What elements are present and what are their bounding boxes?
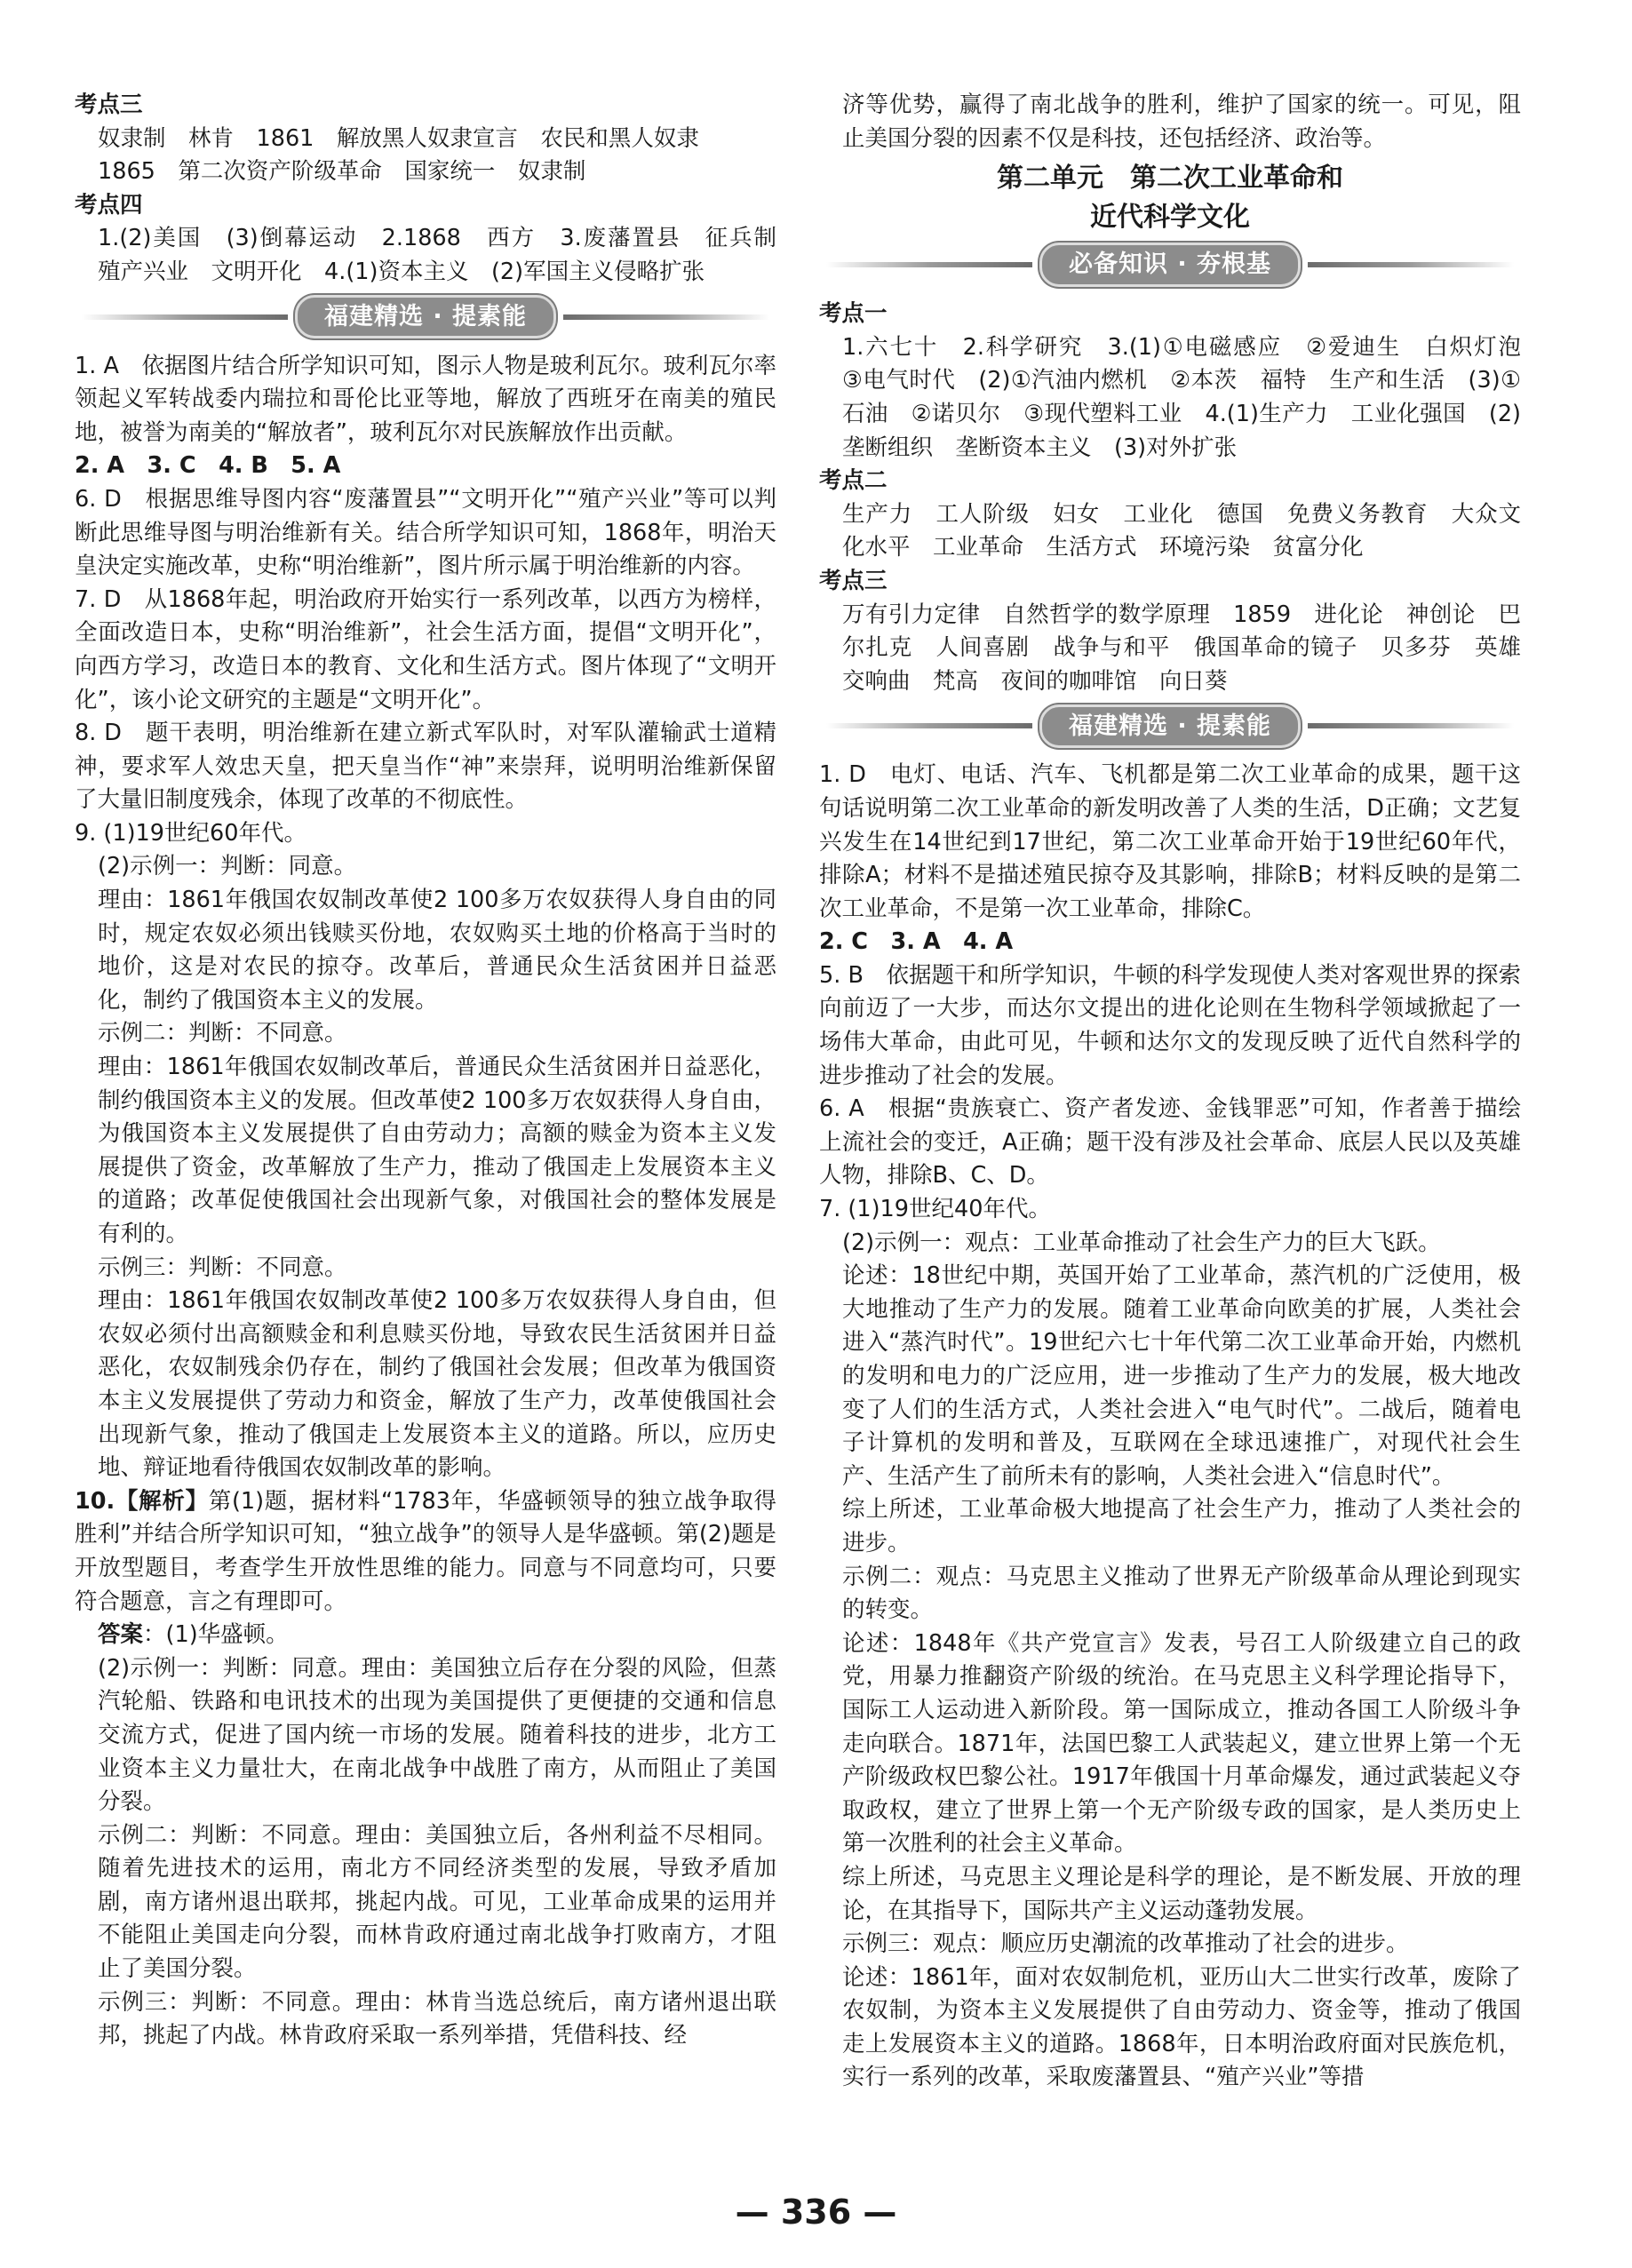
answer-q9-reason3: 理由：1861年俄国农奴制改革使2 100多万农奴获得人身自由，但农奴必须付出高额赎金和利息赎买份地，导致农民生活贫困并日益恶化，农奴制残余仍存在，制约了俄国社会发展；但改革为俄国资本主义发展提供了劳动力和资金，解放了生产力，改革使俄国社会出现新气象，推动了俄国走上发展资本主义的道路。所以，应历史地、辩证地看待俄国农奴制改革的影响。 <box>98 1287 776 1482</box>
answer-q1: 1. D 电灯、电话、汽车、飞机都是第二次工业革命的成果，题干这句话说明第二次工业革命的新发明改善了人类的生活，D正确；文艺复兴发生在14世纪到17世纪，第二次工业革命开始于19世纪60年代，排除A；材料不是描述殖民掠夺及其影响，排除B；材料反映的是第二次工业革命，不是第一次工业革命，排除C。 <box>819 761 1521 922</box>
kp3-title: 考点三 <box>819 567 888 594</box>
answer-q6: 6. D 根据思维导图内容“废藩置县”“文明开化”“殖产兴业”等可以判断此思维导图与明治维新有关。结合所学知识可知，1868年，明治天皇決定实施改革，史称“明治维新”，图片所示属于明治维新的内容。 <box>75 485 776 580</box>
answer-q7-reason2: 论述：1848年《共产党宣言》发表，号召工人阶级建立自己的政党，用暴力推翻资产阶级的统治。在马克思主义科学理论指导下，国际工人运动进入新阶段。第一国际成立，推动各国工人阶级斗争走向联合。1871年，法国巴黎工人武装起义，建立世界上第一个无产阶级政权巴黎公社。1917年俄国十月革命爆发，通过武装起义夺取政权，建立了世界上第一个无产阶级专政的国家，是人类历史上第一次胜利的社会主义革命。 <box>842 1629 1521 1858</box>
banner-label: 福建精选 · 提素能 <box>1039 704 1301 749</box>
answer-q10-answer <box>75 1619 776 1652</box>
page-number: — 336 — <box>735 2192 897 2232</box>
section-banner-fujian <box>819 705 1521 746</box>
banner-label: 福建精选 · 提素能 <box>295 295 556 339</box>
right-column <box>819 89 1544 2095</box>
q10-analysis-text: 第(1)题，据材料“1783年，华盛顿领导的独立战争取得胜利”并结合所学知识可知，“独立战争”的领导人是华盛顿。第(2)题是开放型题目，考查学生开放性思维的能力。同意与不同意均可，只要符合题意，言之有理即可。 <box>75 1487 776 1615</box>
answer-q9-reason2: 理由：1861年俄国农奴制改革后，普通民众生活贫困并日益恶化，制约俄国资本主义的发展。但改革使2 100多万农奴获得人身自由，为俄国资本主义发展提供了自由劳动力；高额的赎金为资本主义发展提供了资金，改革解放了生产力，推动了俄国走上发展资本主义的道路；改革促使俄国社会出现新气象，对俄国社会的整体发展是有利的。 <box>98 1054 776 1247</box>
left-column <box>75 89 800 2053</box>
answer-q2-5: 2. A 3. C 4. B 5. A <box>75 452 341 480</box>
answer-q9-example2: 示例二：判断：不同意。 <box>98 1020 347 1047</box>
section-banner <box>75 297 776 338</box>
answer-q9-example3: 示例三：判断：不同意。 <box>98 1253 347 1281</box>
answer-q7-part1: 7. (1)19世纪40年代。 <box>819 1196 1051 1223</box>
answer-q6: 6. A 根据“贵族衰亡、资产者发迹、金钱罪恶”可知，作者善于描绘上流社会的变迁，A正确；题干没有涉及社会革命、底层人民以及英雄人物，排除B、C、D。 <box>819 1095 1521 1190</box>
answer-q7-example3: 示例三：观点：顺应历史潮流的改革推动了社会的进步。 <box>842 1930 1409 1958</box>
kp3-title: 考点三 <box>75 92 143 118</box>
kp3-answers: 万有引力定律 自然哲学的数学原理 1859 进化论 神创论 巴尔扎克 人间喜剧 战争与和平 俄国革命的镜子 贝多芬 英雄交响曲 梵高 夜间的咖啡馆 向日葵 <box>842 601 1521 695</box>
answer-q7-summary1: 综上所述，工业革命极大地提高了社会生产力，推动了人类社会的进步。 <box>842 1496 1521 1556</box>
kp4-title: 考点四 <box>75 191 143 219</box>
banner-label: 必备知识 · 夯根基 <box>1039 243 1301 287</box>
answer-q9-reason1: 理由：1861年俄国农奴制改革使2 100多万农奴获得人身自由的同时，规定农奴必须出钱赎买份地，农奴购买土地的价格高于当时的地价，这是对农民的掠夺。改革后，普通民众生活贫困并日益恶化，制约了俄国资本主义的发展。 <box>98 887 776 1014</box>
kp2-answers: 生产力 工人阶级 妇女 工业化 德国 免费义务教育 大众文化水平 工业革命 生活方式 环境污染 贫富分化 <box>842 500 1521 561</box>
continuation-text: 济等优势，赢得了南北战争的胜利，维护了国家的统一。可见，阻止美国分裂的因素不仅是科技，还包括经济、政治等。 <box>842 92 1521 152</box>
answer-q10-analysis <box>75 1485 776 1619</box>
answer-text: ：(1)华盛顿。 <box>143 1621 289 1649</box>
answer-q10-example2: 示例二：判断：不同意。理由：美国独立后，各州利益不尽相同。随着先进技术的运用，南北方不同经济类型的发展，导致矛盾加剧，南方诸州退出联邦，挑起内战。可见，工业革命成果的运用并不能阻止美国走向分裂，而林肯政府通过南北战争打败南方，才阻止了美国分裂。 <box>98 1821 776 1983</box>
answer-q8: 8. D 题干表明，明治维新在建立新式军队时，对军队灌输武士道精神，要求军人效忠天皇，把天皇当作“神”来崇拜，说明明治维新保留了大量旧制度残余，体现了改革的不彻底性。 <box>75 720 776 814</box>
kp4-answers: 1.(2)美国 (3)倒幕运动 2.1868 西方 3.废藩置县 征兵制 殖产兴业 文明开化 4.(1)资本主义 (2)军国主义侵略扩张 <box>98 225 800 285</box>
answer-q7-reason1: 论述：18世纪中期，英国开始了工业革命，蒸汽机的广泛使用，极大地推动了生产力的发展。随着工业革命向欧美的扩展，人类社会进入“蒸汽时代”。19世纪六七十年代第二次工业革命开始，内燃机的发明和电力的广泛应用，进一步推动了生产力的发展，极大地改变了人们的生活方式，人类社会进入“电气时代”。二战后，随着电子计算机的发明和普及，互联网在全球迅速推广，对现代社会生产、生活产生了前所未有的影响，人类社会进入“信息时代”。 <box>842 1262 1521 1490</box>
answer-q7-example2: 示例二：观点：马克思主义推动了世界无产阶级革命从理论到现实的转变。 <box>842 1563 1521 1624</box>
answer-q2-4: 2. C 3. A 4. A <box>819 928 1014 956</box>
kp1-answers: 1.六七十 2.科学研究 3.(1)①电磁感应 ②爱迪生 白炽灯泡 ③电气时代 (2)①汽油内燃机 ②本茨 福特 生产和生活 (3)①石油 ②诺贝尔 ③现代塑料工业 4.(1)生产力 工业化强国 (2)垄断组织 垄断资本主义 (3)对外扩张 <box>842 333 1544 461</box>
answer-q7-example1: (2)示例一：观点：工业革命推动了社会生产力的巨大飞跃。 <box>842 1229 1441 1256</box>
unit-title <box>819 159 1521 237</box>
answer-q7-reason3: 论述：1861年，面对农奴制危机，亚历山大二世实行改革，废除了农奴制，为资本主义发展提供了自由劳动力、资金等，推动了俄国走上发展资本主义的道路。1868年，日本明治政府面对民族危机，实行一系列的改革，采取废藩置县、“殖产兴业”等措 <box>842 1963 1521 2091</box>
answer-q10-example1: (2)示例一：判断：同意。理由：美国独立后存在分裂的风险，但蒸汽轮船、铁路和电讯技术的出现为美国提供了更便捷的交通和信息交流方式，促进了国内统一市场的发展。随着科技的进步，北方工业资本主义力量壮大，在南北战争中战胜了南方，从而阻止了美国分裂。 <box>98 1654 776 1816</box>
answer-q9-example1: (2)示例一：判断：同意。 <box>98 853 357 880</box>
unit-title-line1: 第二单元 第二次工业革命和 <box>997 163 1343 195</box>
kp3-answers-1: 奴隶制 林肯 1861 解放黑人奴隶宣言 农民和黑人奴隶 <box>98 124 699 152</box>
answer-q9-part1: 9. (1)19世纪60年代。 <box>75 819 306 847</box>
answer-q7-summary2: 综上所述，马克思主义理论是科学的理论，是不断发展、开放的理论，在其指导下，国际共产主义运动蓬勃发展。 <box>842 1863 1521 1924</box>
section-banner-knowledge <box>819 244 1521 285</box>
answer-label: 答案 <box>98 1621 144 1649</box>
kp3-answers-2: 1865 第二次资产阶级革命 国家统一 奴隶制 <box>98 158 586 186</box>
kp1-title: 考点一 <box>819 300 888 328</box>
answer-q7: 7. D 从1868年起，明治政府开始实行一系列改革，以西方为榜样，全面改造日本，史称“明治维新”，社会生活方面，提倡“文明开化”，向西方学习，改造日本的教育、文化和生活方式。图片体现了“文明开化”，该小论文研究的主题是“文明开化”。 <box>75 585 776 713</box>
kp2-title: 考点二 <box>819 467 888 495</box>
q10-label: 10.【解析】 <box>75 1487 209 1515</box>
answer-q10-example3: 示例三：判断：不同意。理由：林肯当选总统后，南方诸州退出联邦，挑起了内战。林肯政府采取一系列举措，凭借科技、经 <box>98 1988 776 2049</box>
unit-title-line2: 近代科学文化 <box>1090 202 1250 234</box>
answer-q1: 1. A 依据图片结合所学知识可知，图示人物是玻利瓦尔。玻利瓦尔率领起义军转战委内瑞拉和哥伦比亚等地，解放了西班牙在南美的殖民地，被誉为南美的“解放者”，玻利瓦尔对民族解放作出贡献。 <box>75 352 776 446</box>
answer-q5: 5. B 依据题干和所学知识，牛顿的科学发现使人类对客观世界的探索向前迈了一大步，而达尔文提出的进化论则在生物科学领域掀起了一场伟大革命，由此可见，牛顿和达尔文的发现反映了近代自然科学的进步推动了社会的发展。 <box>819 961 1521 1089</box>
